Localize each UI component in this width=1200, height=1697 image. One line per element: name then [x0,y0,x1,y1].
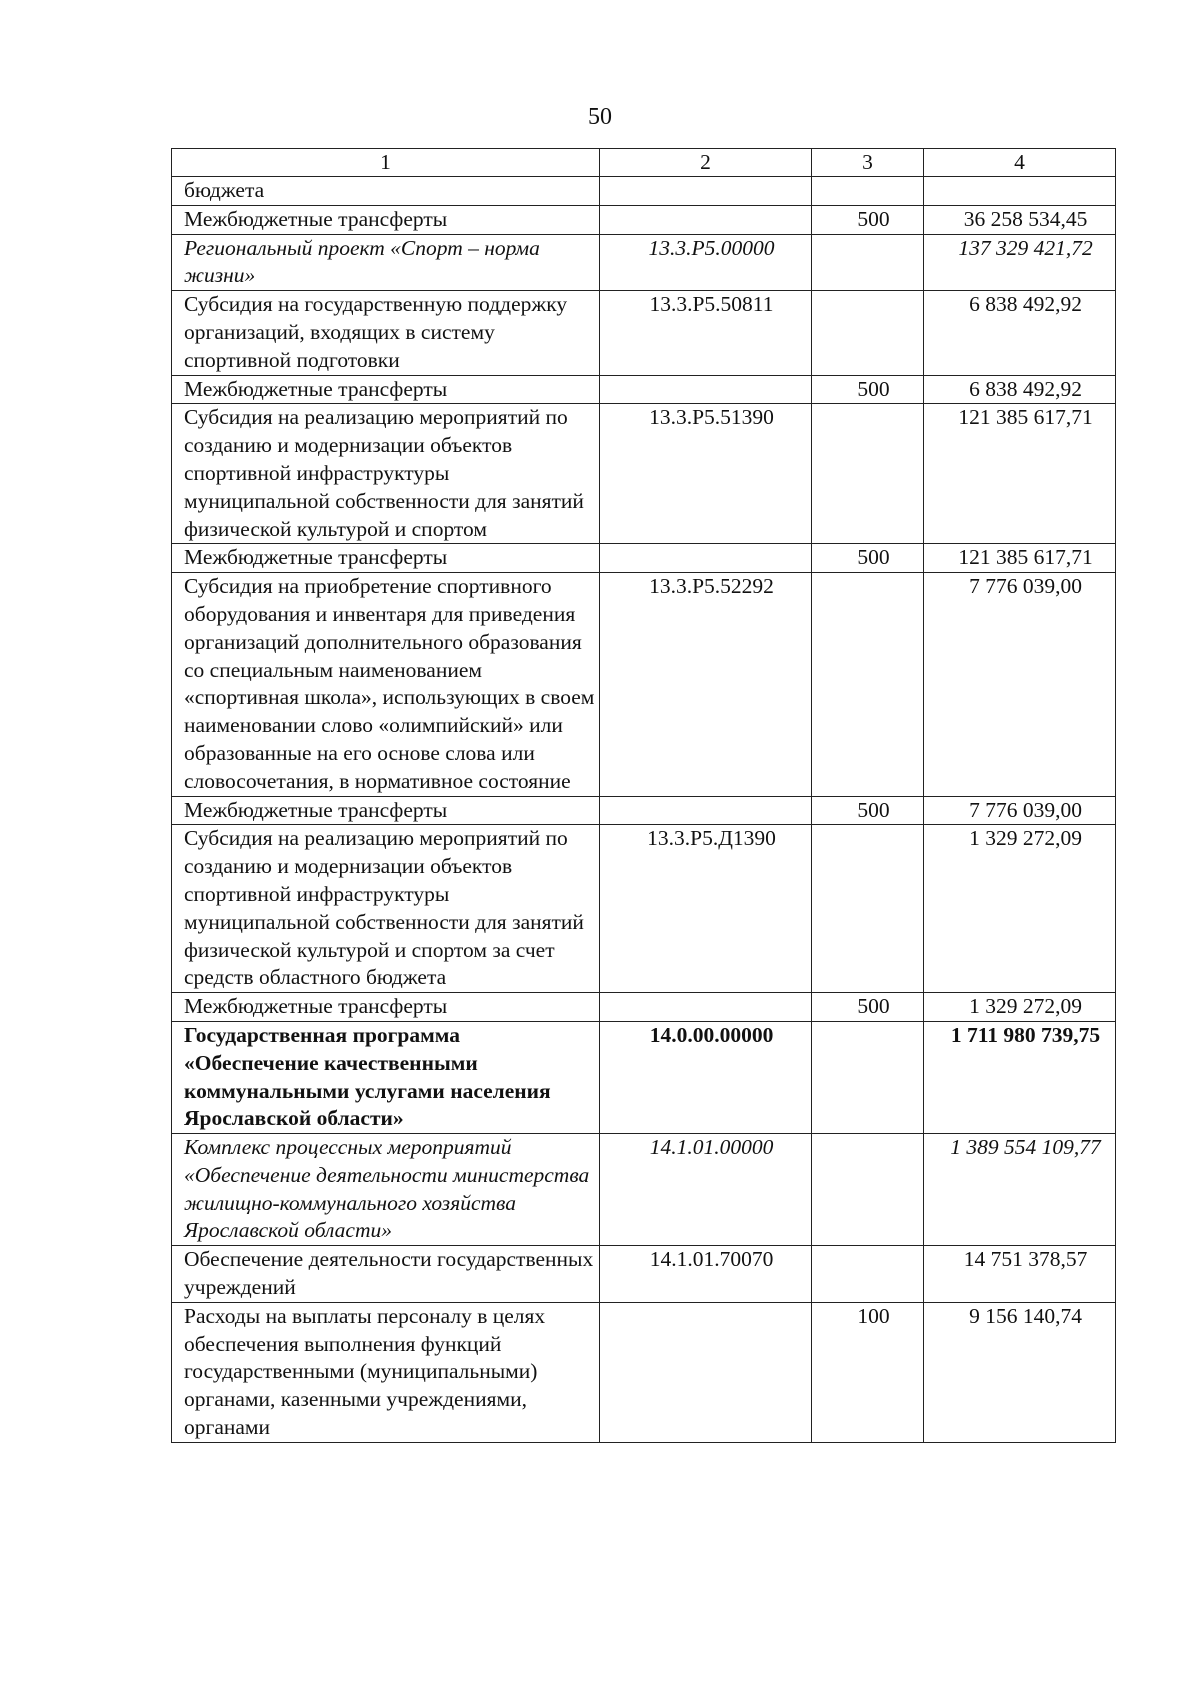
row-code-cell: 14.0.00.00000 [600,1021,812,1133]
row-code-cell [600,205,812,234]
row-amount-cell: 36 258 534,45 [924,205,1116,234]
row-code-cell: 13.3.Р5.51390 [600,404,812,544]
row-amount-cell: 1 389 554 109,77 [924,1134,1116,1246]
row-name-cell: Комплекс процессных мероприятий «Обеспечение деятельности министерства жилищно-коммунального хозяйства Ярославской области» [172,1134,600,1246]
row-type-cell [812,573,924,796]
row-amount-cell: 7 776 039,00 [924,796,1116,825]
row-amount-cell: 137 329 421,72 [924,234,1116,291]
row-code-cell [600,544,812,573]
row-name-cell: Субсидия на реализацию мероприятий по созданию и модернизации объектов спортивной инфраструктуры муниципальной собственности для занятий физической культурой и спортом [172,404,600,544]
row-name-cell: бюджета [172,177,600,206]
row-amount-cell: 121 385 617,71 [924,404,1116,544]
table-row [172,544,1116,573]
row-name-cell: Межбюджетные трансферты [172,796,600,825]
row-name-cell: Межбюджетные трансферты [172,544,600,573]
row-name-cell: Государственная программа «Обеспечение качественными коммунальными услугами населения Ярославской области» [172,1021,600,1133]
page-number: 50 [588,104,612,130]
header-col-2: 2 [600,149,812,177]
table-body [172,177,1116,1443]
row-code-cell: 13.3.Р5.52292 [600,573,812,796]
table-row [172,1302,1116,1442]
row-type-cell: 500 [812,796,924,825]
row-code-cell: 13.3.Р5.50811 [600,291,812,375]
table-row [172,291,1116,375]
table-row [172,234,1116,291]
table-row [172,573,1116,796]
row-type-cell [812,404,924,544]
table-row [172,993,1116,1022]
row-amount-cell: 121 385 617,71 [924,544,1116,573]
header-col-1: 1 [172,149,600,177]
row-type-cell [812,291,924,375]
row-type-cell: 500 [812,375,924,404]
row-type-cell [812,177,924,206]
row-amount-cell: 9 156 140,74 [924,1302,1116,1442]
row-name-cell: Обеспечение деятельности государственных учреждений [172,1246,600,1303]
table-row [172,177,1116,206]
table-header-row [172,149,1116,177]
row-name-cell: Субсидия на приобретение спортивного оборудования и инвентаря для приведения организаций дополнительного образования со специальным наименованием «спортивная школа», использующих в своем наименовании слово «олимпийский» или образованные на его основе слова или словосочетания, в нормативное состояние [172,573,600,796]
table-row [172,404,1116,544]
row-name-cell: Региональный проект «Спорт – норма жизни» [172,234,600,291]
row-amount-cell: 1 329 272,09 [924,993,1116,1022]
row-type-cell [812,1246,924,1303]
row-type-cell: 500 [812,544,924,573]
row-type-cell: 500 [812,993,924,1022]
table-row [172,375,1116,404]
row-amount-cell: 6 838 492,92 [924,291,1116,375]
row-name-cell: Субсидия на реализацию мероприятий по созданию и модернизации объектов спортивной инфраструктуры муниципальной собственности для занятий физической культурой и спортом за счет средств областного бюджета [172,825,600,993]
row-code-cell [600,796,812,825]
table-row [172,1134,1116,1246]
row-name-cell: Субсидия на государственную поддержку организаций, входящих в систему спортивной подготовки [172,291,600,375]
row-amount-cell: 7 776 039,00 [924,573,1116,796]
table-row [172,825,1116,993]
row-name-cell: Межбюджетные трансферты [172,993,600,1022]
table-row [172,1246,1116,1303]
row-amount-cell: 1 329 272,09 [924,825,1116,993]
row-name-cell: Межбюджетные трансферты [172,375,600,404]
row-amount-cell: 6 838 492,92 [924,375,1116,404]
header-col-3: 3 [812,149,924,177]
row-amount-cell: 14 751 378,57 [924,1246,1116,1303]
row-name-cell: Межбюджетные трансферты [172,205,600,234]
table-row [172,1021,1116,1133]
row-type-cell [812,1021,924,1133]
row-code-cell [600,993,812,1022]
row-code-cell [600,375,812,404]
row-amount-cell: 1 711 980 739,75 [924,1021,1116,1133]
row-code-cell [600,177,812,206]
budget-table [171,148,1116,1443]
row-amount-cell [924,177,1116,206]
row-code-cell: 14.1.01.70070 [600,1246,812,1303]
table-row [172,796,1116,825]
row-code-cell: 13.3.Р5.Д1390 [600,825,812,993]
row-code-cell: 14.1.01.00000 [600,1134,812,1246]
row-type-cell [812,234,924,291]
row-code-cell: 13.3.Р5.00000 [600,234,812,291]
row-type-cell [812,825,924,993]
row-code-cell [600,1302,812,1442]
row-type-cell [812,1134,924,1246]
header-col-4: 4 [924,149,1116,177]
row-type-cell: 100 [812,1302,924,1442]
table-row [172,205,1116,234]
row-name-cell: Расходы на выплаты персоналу в целях обеспечения выполнения функций государственными (муниципальными) органами, казенными учреждениями, органами [172,1302,600,1442]
row-type-cell: 500 [812,205,924,234]
